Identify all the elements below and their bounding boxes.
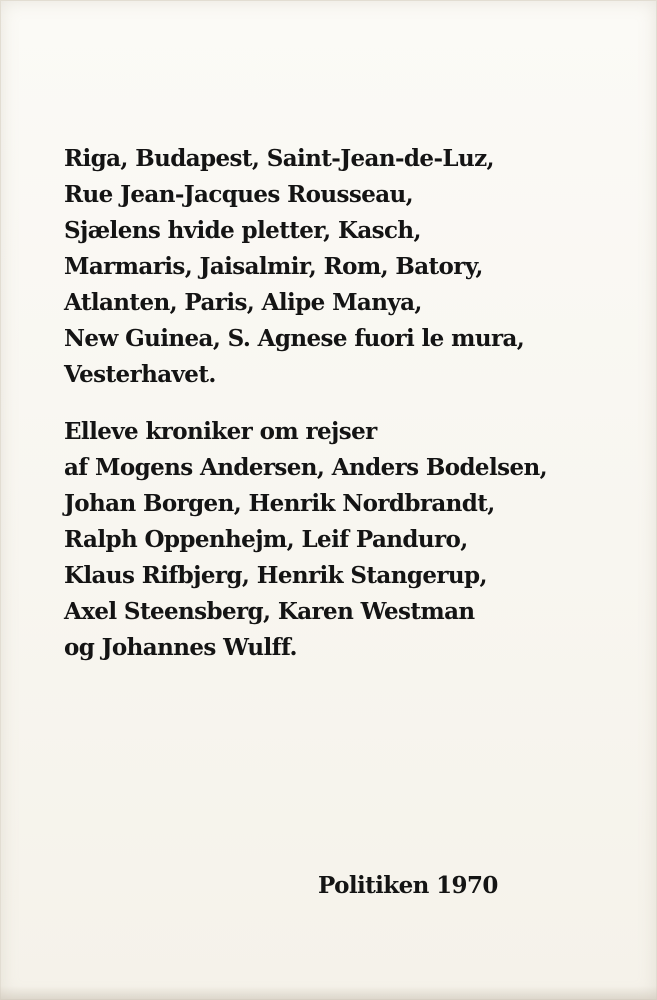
places-list bbox=[64, 141, 624, 393]
authors-line: Elleve kroniker om rejser bbox=[64, 418, 377, 445]
authors-line: Axel Steensberg, Karen Westman bbox=[64, 598, 475, 625]
places-line: Vesterhavet. bbox=[64, 361, 216, 388]
publisher-imprint: Politiken 1970 bbox=[318, 872, 498, 899]
places-line: Sjælens hvide pletter, Kasch, bbox=[64, 217, 421, 244]
places-line: Marmaris, Jaisalmir, Rom, Batory, bbox=[64, 253, 483, 280]
places-line: Rue Jean-Jacques Rousseau, bbox=[64, 181, 414, 208]
places-line: Atlanten, Paris, Alipe Manya, bbox=[64, 289, 422, 316]
authors-line: Klaus Rifbjerg, Henrik Stangerup, bbox=[64, 562, 487, 589]
authors-line: Ralph Oppenhejm, Leif Panduro, bbox=[64, 526, 468, 553]
authors-line: og Johannes Wulff. bbox=[64, 634, 297, 661]
cover-bottom-edge bbox=[0, 986, 657, 1000]
authors-line: Johan Borgen, Henrik Nordbrandt, bbox=[64, 490, 495, 517]
authors-paragraph bbox=[64, 414, 624, 666]
places-line: New Guinea, S. Agnese fuori le mura, bbox=[64, 325, 525, 352]
places-line: Riga, Budapest, Saint-Jean-de-Luz, bbox=[64, 145, 494, 172]
authors-line: af Mogens Andersen, Anders Bodelsen, bbox=[64, 454, 548, 481]
